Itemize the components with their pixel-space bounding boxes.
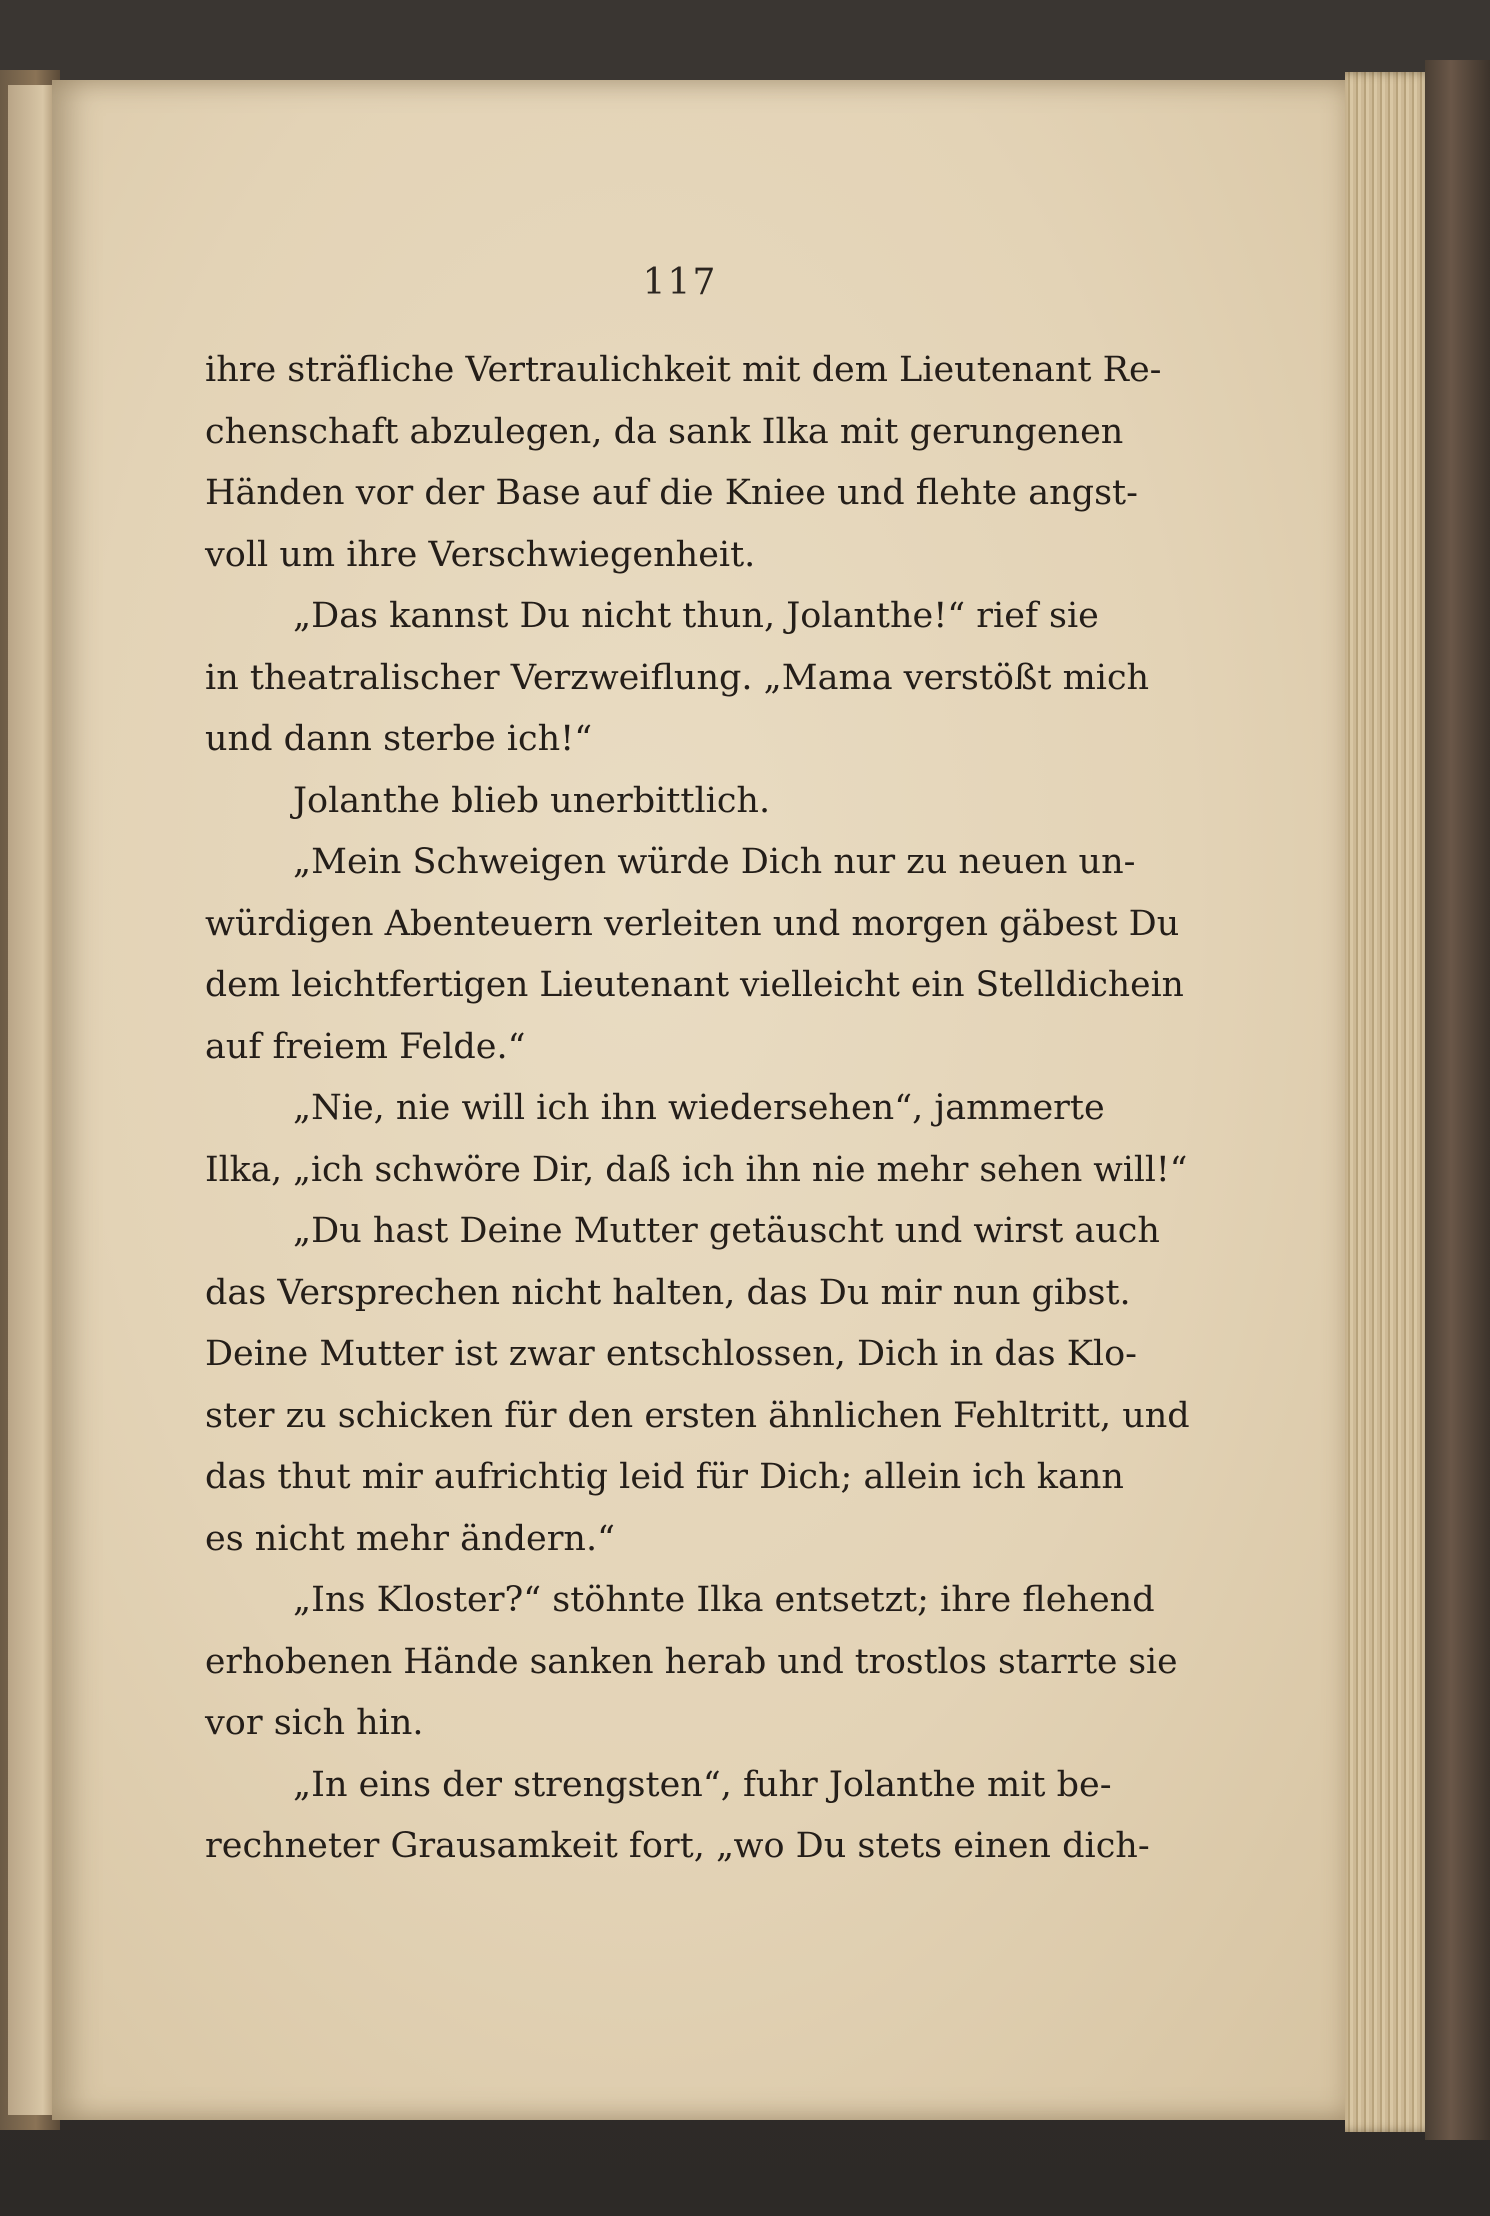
text-line: ster zu schicken für den ersten ähnlichen Fehltritt, und: [205, 1395, 1190, 1436]
text-line: Jolanthe blieb unerbittlich.: [293, 780, 771, 821]
previous-page-edge: [8, 85, 58, 2115]
text-line: Ilka, „ich schwöre Dir, daß ich ihn nie mehr sehen will!“: [205, 1149, 1188, 1190]
text-line: Händen vor der Base auf die Kniee und flehte angst-: [205, 473, 1138, 513]
text-line: vor sich hin.: [205, 1703, 424, 1743]
book-cover-right: [1425, 60, 1490, 2140]
text-line: dem leichtfertigen Lieutenant vielleicht ein Stelldichein: [205, 965, 1184, 1005]
text-line: es nicht mehr ändern.“: [205, 1518, 615, 1559]
text-line: ihre sträfliche Vertraulichkeit mit dem Lieutenant Re-: [205, 350, 1162, 390]
text-line: das Versprechen nicht halten, das Du mir nun gibst.: [205, 1272, 1131, 1313]
text-line: „Nie, nie will ich ihn wiedersehen“, jammerte: [293, 1088, 1105, 1128]
text-line: auf freiem Felde.“: [205, 1026, 526, 1067]
text-line: „Du hast Deine Mutter getäuscht und wirst auch: [293, 1211, 1160, 1251]
text-line: das thut mir aufrichtig leid für Dich; allein ich kann: [205, 1457, 1124, 1497]
text-line: würdigen Abenteuern verleiten und morgen gäbest Du: [205, 903, 1180, 944]
text-line: „In eins der strengsten“, fuhr Jolanthe mit be-: [293, 1764, 1112, 1805]
text-line: Deine Mutter ist zwar entschlossen, Dich in das Klo-: [205, 1334, 1137, 1374]
text-line: „Ins Kloster?“ stöhnte Ilka entsetzt; ihre flehend: [293, 1580, 1155, 1620]
body-text: [205, 340, 1190, 1878]
text-line: „Das kannst Du nicht thun, Jolanthe!“ rief sie: [293, 596, 1099, 636]
page-stack-edges: [1345, 72, 1435, 2132]
text-line: „Mein Schweigen würde Dich nur zu neuen un-: [293, 842, 1136, 882]
text-line: und dann sterbe ich!“: [205, 719, 593, 759]
text-line: in theatralischer Verzweiflung. „Mama verstößt mich: [205, 657, 1150, 698]
text-line: voll um ihre Verschwiegenheit.: [205, 534, 756, 575]
page-number: 117: [642, 262, 718, 303]
text-line: rechneter Grausamkeit fort, „wo Du stets einen dich-: [205, 1826, 1150, 1866]
text-line: erhobenen Hände sanken herab und trostlos starrte sie: [205, 1641, 1178, 1682]
text-line: chenschaft abzulegen, da sank Ilka mit gerungenen: [205, 411, 1124, 452]
